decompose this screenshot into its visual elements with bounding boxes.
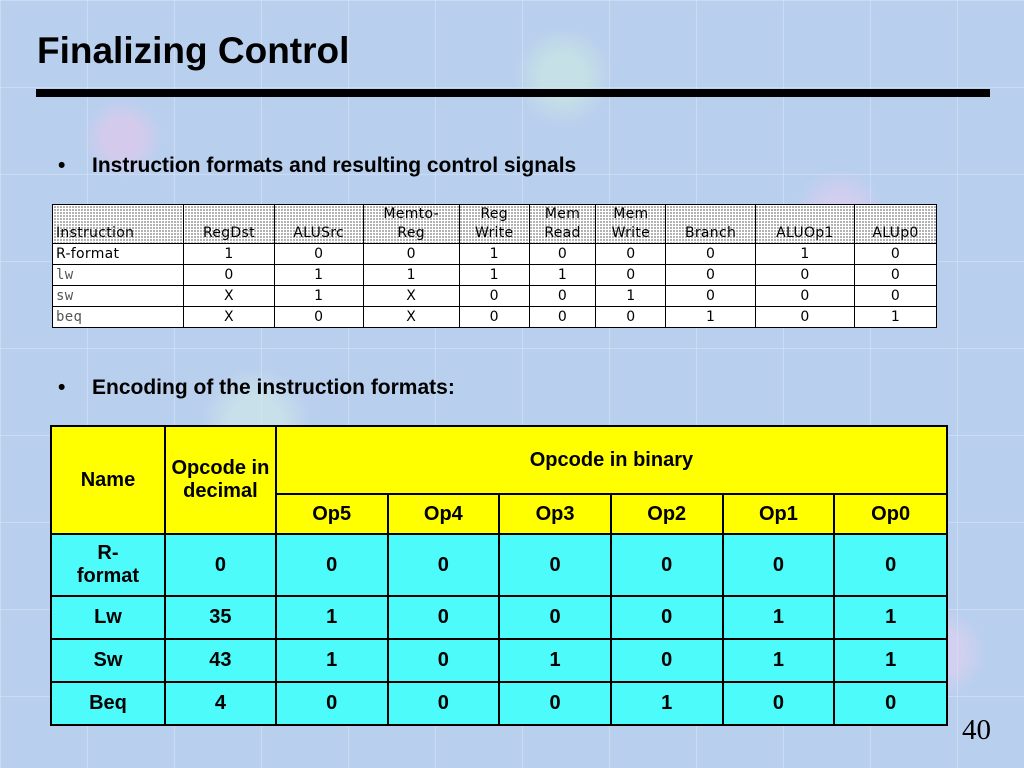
opcode-decimal-cell: 4 <box>165 682 276 725</box>
signal-cell: 0 <box>184 265 275 286</box>
format-name-cell: Lw <box>51 596 165 639</box>
opcode-bit-cell: 1 <box>499 639 611 682</box>
format-name-cell: Sw <box>51 639 165 682</box>
opcode-bit-cell: 0 <box>388 682 500 725</box>
opcode-encoding-table <box>50 425 948 726</box>
col-header-instruction: Instruction <box>53 205 184 244</box>
col-header-name: Name <box>51 426 165 534</box>
bullet-glyph: • <box>58 376 66 399</box>
signal-cell: 0 <box>755 307 854 328</box>
signal-cell: 0 <box>855 286 937 307</box>
col-header-opcode-decimal: Opcode in decimal <box>165 426 276 534</box>
opcode-bit-cell: 0 <box>611 596 723 639</box>
opcode-decimal-cell: 0 <box>165 534 276 596</box>
signal-cell: 0 <box>666 244 755 265</box>
signal-cell: 0 <box>855 265 937 286</box>
signal-cell: 0 <box>363 244 459 265</box>
signal-cell: 1 <box>596 286 666 307</box>
page-number: 40 <box>962 714 991 746</box>
opcode-bit-cell: 0 <box>388 596 500 639</box>
signal-cell: X <box>363 286 459 307</box>
table-row <box>51 596 947 639</box>
instruction-cell: sw <box>53 286 184 307</box>
signal-cell: X <box>184 307 275 328</box>
signal-cell: 1 <box>755 244 854 265</box>
instruction-cell: R-format <box>53 244 184 265</box>
signal-cell: 0 <box>274 244 363 265</box>
table-row <box>53 307 937 328</box>
opcode-bit-cell: 1 <box>276 639 388 682</box>
signal-cell: 0 <box>529 244 596 265</box>
signal-cell: 1 <box>274 265 363 286</box>
opcode-decimal-cell: 43 <box>165 639 276 682</box>
col-header-op1: Op1 <box>723 494 835 534</box>
signal-cell: 0 <box>666 265 755 286</box>
opcode-bit-cell: 0 <box>723 534 835 596</box>
opcode-bit-cell: 0 <box>388 534 500 596</box>
signal-cell: 0 <box>596 265 666 286</box>
signal-cell: 0 <box>529 286 596 307</box>
col-header-opcode-binary: Opcode in binary <box>276 426 947 494</box>
bullet-text: Encoding of the instruction formats: <box>92 376 455 399</box>
opcode-bit-cell: 0 <box>276 534 388 596</box>
signal-cell: 1 <box>363 265 459 286</box>
opcode-bit-cell: 0 <box>499 534 611 596</box>
signal-cell: 0 <box>274 307 363 328</box>
col-header-branch: Branch <box>666 205 755 244</box>
signal-cell: 1 <box>459 265 529 286</box>
col-header-op0: Op0 <box>834 494 947 534</box>
format-name-cell: Beq <box>51 682 165 725</box>
signal-cell: 0 <box>596 244 666 265</box>
signal-cell: X <box>184 286 275 307</box>
opcode-bit-cell: 1 <box>276 596 388 639</box>
col-header-op4: Op4 <box>388 494 500 534</box>
col-header-op3: Op3 <box>499 494 611 534</box>
col-header-regdst: RegDst <box>184 205 275 244</box>
signal-cell: 0 <box>755 265 854 286</box>
opcode-decimal-cell: 35 <box>165 596 276 639</box>
col-header-aluop0: ALUp0 <box>855 205 937 244</box>
opcode-bit-cell: 1 <box>611 682 723 725</box>
col-header-op2: Op2 <box>611 494 723 534</box>
col-header-memtoreg: Memto- Reg <box>363 205 459 244</box>
signal-cell: 1 <box>184 244 275 265</box>
table-header-row <box>51 426 947 494</box>
opcode-bit-cell: 0 <box>276 682 388 725</box>
table-header-row <box>53 205 937 244</box>
title-underline <box>36 89 990 97</box>
table-row <box>51 534 947 596</box>
signal-cell: 1 <box>855 307 937 328</box>
col-header-op5: Op5 <box>276 494 388 534</box>
col-header-alusrc: ALUSrc <box>274 205 363 244</box>
table-row <box>53 265 937 286</box>
signal-cell: 1 <box>274 286 363 307</box>
signal-cell: 1 <box>529 265 596 286</box>
table-row <box>53 286 937 307</box>
col-header-memwrite: Mem Write <box>596 205 666 244</box>
signal-cell: 0 <box>666 286 755 307</box>
signal-cell: 0 <box>459 307 529 328</box>
signal-cell: 1 <box>459 244 529 265</box>
signal-cell: 0 <box>855 244 937 265</box>
slide-title: Finalizing Control <box>37 30 350 71</box>
table-row <box>53 244 937 265</box>
signal-cell: 0 <box>529 307 596 328</box>
signal-cell: X <box>363 307 459 328</box>
instruction-cell: beq <box>53 307 184 328</box>
control-signals-table <box>52 204 937 328</box>
table-row <box>51 682 947 725</box>
signal-cell: 0 <box>459 286 529 307</box>
opcode-bit-cell: 1 <box>834 639 947 682</box>
opcode-bit-cell: 0 <box>499 596 611 639</box>
col-header-memread: Mem Read <box>529 205 596 244</box>
opcode-bit-cell: 0 <box>723 682 835 725</box>
table-row <box>51 639 947 682</box>
signal-cell: 1 <box>666 307 755 328</box>
signal-cell: 0 <box>596 307 666 328</box>
format-name-cell: R-format <box>51 534 165 596</box>
opcode-bit-cell: 0 <box>611 639 723 682</box>
bullet-glyph: • <box>58 154 66 177</box>
col-header-regwrite: Reg Write <box>459 205 529 244</box>
bullet-encoding <box>58 376 455 400</box>
opcode-bit-cell: 1 <box>723 596 835 639</box>
opcode-bit-cell: 1 <box>834 596 947 639</box>
opcode-bit-cell: 0 <box>499 682 611 725</box>
opcode-bit-cell: 1 <box>723 639 835 682</box>
instruction-cell: lw <box>53 265 184 286</box>
signal-cell: 0 <box>755 286 854 307</box>
bullet-text: Instruction formats and resulting control signals <box>92 154 577 177</box>
opcode-bit-cell: 0 <box>611 534 723 596</box>
col-header-aluop1: ALUOp1 <box>755 205 854 244</box>
opcode-bit-cell: 0 <box>388 639 500 682</box>
opcode-bit-cell: 0 <box>834 682 947 725</box>
bullet-control-signals <box>58 154 576 178</box>
opcode-bit-cell: 0 <box>834 534 947 596</box>
